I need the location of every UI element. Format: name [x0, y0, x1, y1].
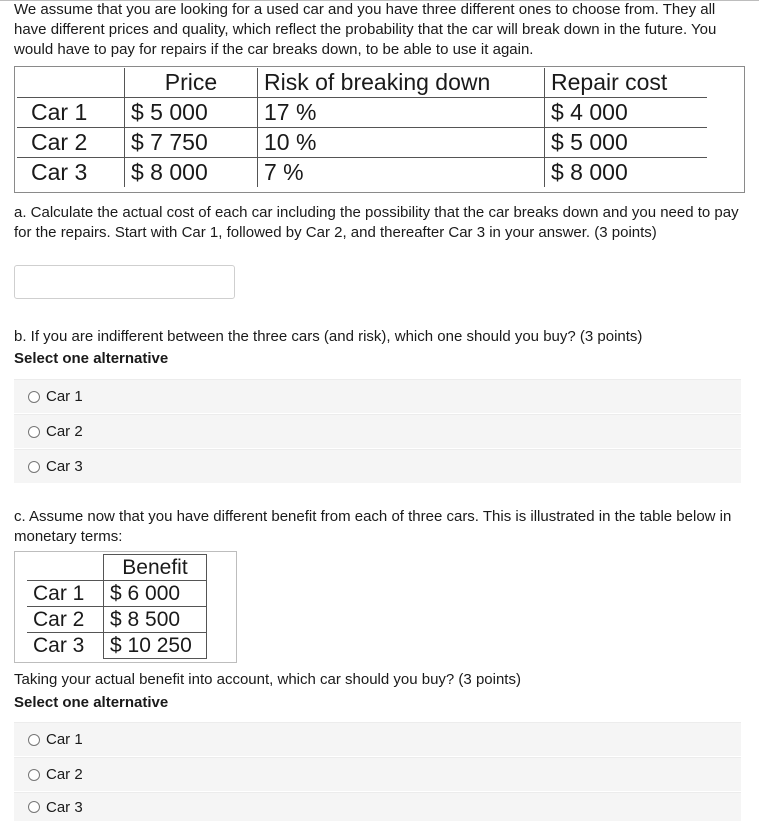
- option-label: Car 2: [46, 423, 83, 440]
- radio-icon[interactable]: [28, 801, 40, 813]
- option-label: Car 3: [46, 458, 83, 475]
- table-cell: Car 2: [27, 607, 104, 633]
- option-b-car-1[interactable]: [14, 379, 741, 413]
- radio-icon[interactable]: [28, 769, 40, 781]
- option-label: Car 2: [46, 766, 83, 783]
- radio-icon[interactable]: [28, 426, 40, 438]
- select-hint-b: Select one alternative: [14, 350, 169, 367]
- table-row: [27, 633, 207, 659]
- table-row: [27, 607, 207, 633]
- option-label: Car 3: [46, 798, 83, 816]
- option-b-car-3[interactable]: [14, 449, 741, 483]
- question-b: b. If you are indifferent between the three cars (and risk), which one should you buy? (3 points): [14, 328, 643, 345]
- table-cell: $ 8 000: [125, 158, 258, 188]
- table-header-cell: Price: [125, 68, 258, 98]
- radio-icon[interactable]: [28, 734, 40, 746]
- table-header-cell: [17, 68, 125, 98]
- answer-a-input[interactable]: [14, 265, 235, 299]
- table-cell: 17 %: [258, 98, 545, 128]
- table-cell: $ 6 000: [104, 581, 207, 607]
- option-d-car-2[interactable]: [14, 757, 741, 791]
- table-row: [27, 581, 207, 607]
- table-row: [17, 128, 707, 158]
- radio-icon[interactable]: [28, 461, 40, 473]
- car-table: [17, 68, 707, 187]
- option-d-car-1[interactable]: [14, 722, 741, 756]
- table-header-row: [27, 555, 207, 581]
- table-header-cell: Benefit: [104, 555, 207, 581]
- table-cell: 10 %: [258, 128, 545, 158]
- table-cell: $ 8 500: [104, 607, 207, 633]
- question-d: Taking your actual benefit into account, which car should you buy? (3 points): [14, 671, 521, 688]
- benefit-table-frame: [14, 551, 237, 663]
- table-row: [17, 98, 707, 128]
- table-header-row: [17, 68, 707, 98]
- table-cell: $ 7 750: [125, 128, 258, 158]
- table-cell: Car 1: [27, 581, 104, 607]
- table-header-cell: Repair cost: [545, 68, 708, 98]
- car-table-frame: [14, 66, 745, 193]
- table-cell: Car 2: [17, 128, 125, 158]
- radio-icon[interactable]: [28, 391, 40, 403]
- benefit-table: [27, 554, 207, 659]
- question-a: a. Calculate the actual cost of each car including the possibility that the car breaks down and you need to pay for the repairs. Start with Car 1, followed by Car 2, and thereafter Car 3 in your answer. (3 points): [14, 204, 739, 241]
- table-row: [17, 158, 707, 188]
- table-cell: 7 %: [258, 158, 545, 188]
- table-cell: $ 4 000: [545, 98, 708, 128]
- table-cell: Car 3: [17, 158, 125, 188]
- table-cell: $ 5 000: [545, 128, 708, 158]
- intro-text: We assume that you are looking for a used car and you have three different ones to choose from. They all have different prices and quality, which reflect the probability that the car will break down in the future. You would have to pay for repairs if the car breaks down, to be able to use it again.: [14, 1, 717, 58]
- option-label: Car 1: [46, 731, 83, 748]
- table-cell: $ 10 250: [104, 633, 207, 659]
- table-cell: $ 8 000: [545, 158, 708, 188]
- option-d-car-3[interactable]: [14, 792, 741, 821]
- table-header-cell: [27, 555, 104, 581]
- option-b-car-2[interactable]: [14, 414, 741, 448]
- table-header-cell: Risk of breaking down: [258, 68, 545, 98]
- table-cell: $ 5 000: [125, 98, 258, 128]
- select-hint-d: Select one alternative: [14, 694, 169, 711]
- table-cell: Car 1: [17, 98, 125, 128]
- table-cell: Car 3: [27, 633, 104, 659]
- question-c: c. Assume now that you have different benefit from each of three cars. This is illustrated in the table below in monetary terms:: [14, 508, 732, 545]
- option-label: Car 1: [46, 388, 83, 405]
